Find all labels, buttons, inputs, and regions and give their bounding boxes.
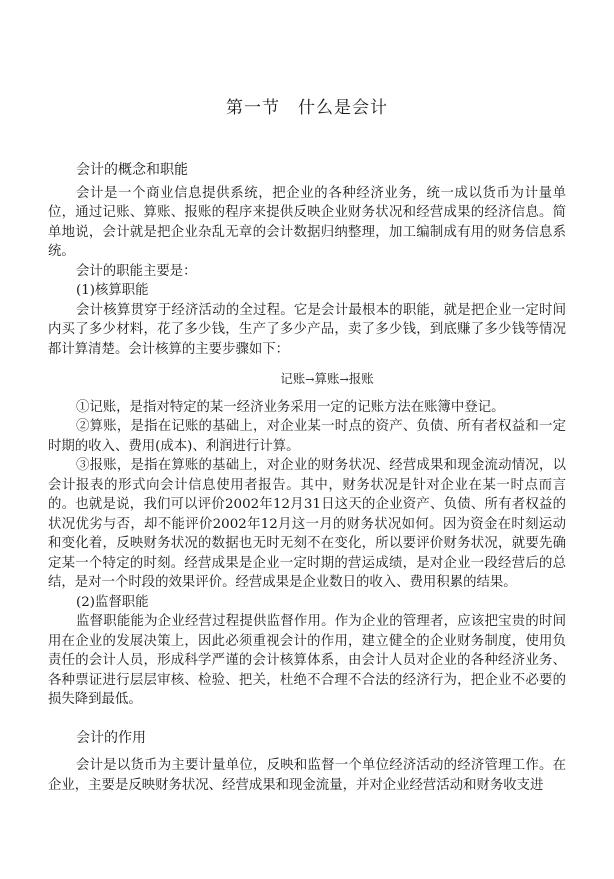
paragraph-supervision-function: 监督职能能为企业经营过程提供监督作用。作为企业的管理者，应该把宝贵的时间用在企业的发展决策上，因此必须重视会计的作用，建立健全的企业财务制度，使用负责任的会计人员，形成科学严谨的会计核算体系，由会计人员对企业的各种经济业务、各种票证进行层层审核、检验、把关，杜绝不合理不合法的经济行为，把企业不必要的损失降到最低。: [48, 614, 566, 707]
paragraph-role: 会计是以货币为主要计量单位，反映和监督一个单位经济活动的经济管理工作。在企业，主要是反映财务状况、经营成果和现金流量，并对企业经营活动和财务收支进: [48, 758, 566, 793]
section-number: 第一节: [226, 98, 280, 118]
subheading-supervision-function: (2)监督职能: [76, 594, 149, 610]
flow-step-record: 记账: [280, 371, 306, 386]
section-heading-concept: 会计的概念和职能: [76, 162, 188, 178]
subheading-accounting-function: (1)核算职能: [76, 283, 149, 298]
paragraph-functions-intro: 会计的职能主要是：: [76, 263, 197, 279]
flow-step-calculate: 算账: [314, 371, 340, 386]
page-title: [0, 93, 614, 118]
section-heading-role: 会计的作用: [76, 729, 146, 746]
paragraph-definition: 会计是一个商业信息提供系统，把企业的各种经济业务，统一成以货币为计量单位，通过记账、算账、报账的程序来提供反映企业财务状况和经营成果的经济信息。简单地说，会计就是把企业杂乱无章的会计数据归纳整理，加工编制成有用的财务信息系统。: [48, 185, 566, 259]
accounting-steps-flow: [48, 369, 566, 390]
flow-step-report: 报账: [348, 371, 374, 386]
paragraph-accounting-function: 会计核算贯穿于经济活动的全过程。它是会计最根本的职能，就是把企业一定时间内买了多少材料，花了多少钱，生产了多少产品，卖了多少钱，到底赚了多少钱等情况都计算清楚。会计核算的主要步骤如下：: [48, 302, 566, 357]
paragraph-step-report: ③报账，是指在算账的基础上，对企业的财务状况、经营成果和现金流动情况，以会计报表的形式向会计信息使用者报告。其中，财务状况是针对企业在某一时点而言的。也就是说，我们可以评价2002年12月31日这天的企业资产、负债、所有者权益的状况优劣与否，却不能评价2002年12月这一月的财务状况如何。因为资金在时刻运动和变化着，反映财务状况的数据也无时无刻不在变化，所以要评价财务状况，就要先确定某一个特定的时刻。经营成果是企业一定时期的营运成绩，是对企业一段经营后的总结，是对一个时段的效果评价。经营成果是企业数日的收入、费用积累的结果。: [48, 458, 566, 590]
paragraph-step-record: ①记账，是指对特定的某一经济业务采用一定的记账方法在账簿中登记。: [76, 399, 505, 415]
document-body: [48, 153, 566, 795]
arrow-right-icon: →: [339, 373, 349, 386]
section-title: 什么是会计: [298, 98, 388, 118]
arrow-right-icon: →: [305, 373, 315, 386]
paragraph-step-calculate: ②算账，是指在记账的基础上，对企业某一时点的资产、负债、所有者权益和一定时期的收入、费用(成本)、利润进行计算。: [48, 419, 566, 454]
